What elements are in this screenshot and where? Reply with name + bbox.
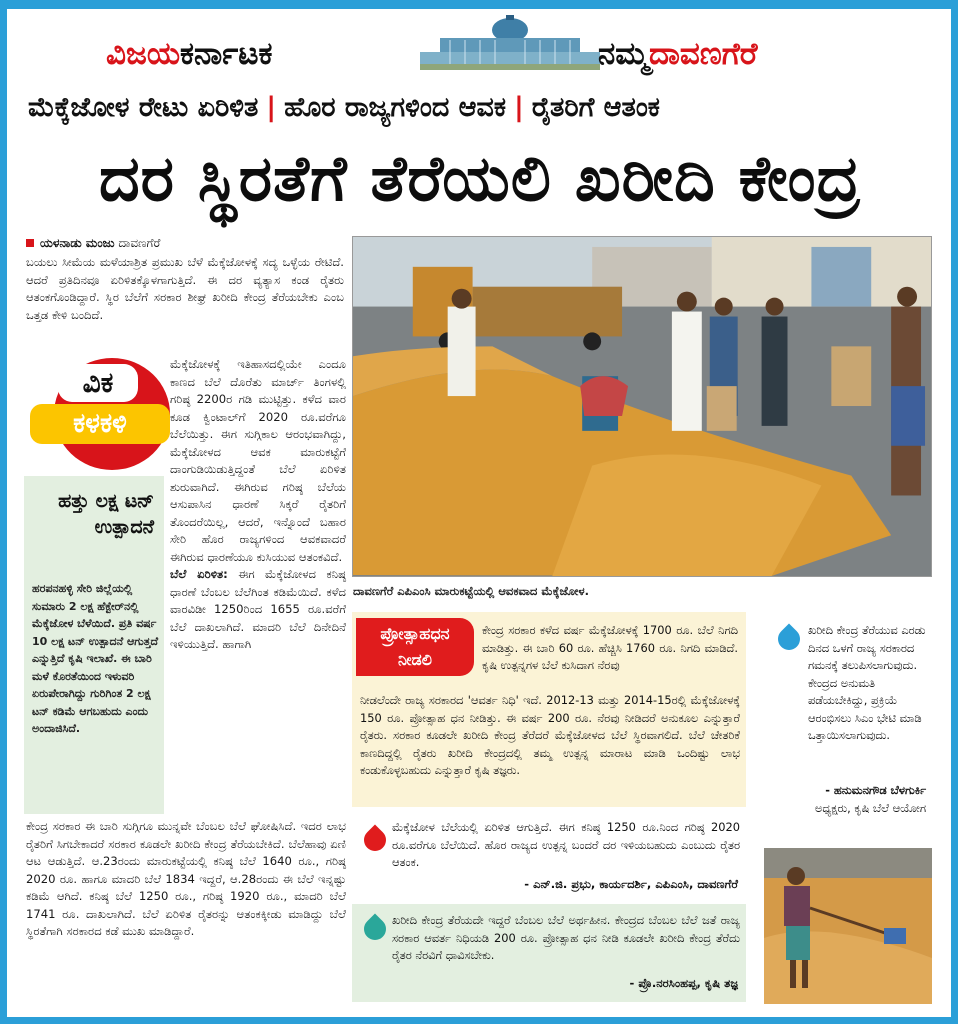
kicker-separator: | (513, 92, 524, 123)
quote-3-text: ಖರೀದಿ ಕೇಂದ್ರ ತೆರೆಯುವ ಎರಡು ದಿನದ ಒಳಗೆ ರಾಜ್ಯ ಸರಕಾರದ ಗಮನಕ್ಕೆ ತಲುಪಿಸಲಾಗುವುದು. ಕೇಂದ್ರದ ಅನುಮತಿ ಪಡೆಯಬೇಕಿದ್ದು, ಪ್ರಕ್ರಿಯೆ ಆರಂಭಿಸಲು ಸಿಎಂ ಭೇಟಿ ಮಾಡಿ ಒತ್ತಾಯಿಸಲಾಗುವುದು. (808, 623, 926, 742)
farmer-photo (764, 848, 932, 1004)
brand-name-black: ಕರ್ನಾಟಕ (180, 36, 273, 72)
fact-box-title: ಹತ್ತು ಲಕ್ಷ ಟನ್ ಉತ್ಪಾದನೆ (58, 490, 154, 538)
quote-box-2 (352, 904, 746, 1002)
quote-drop-icon (359, 824, 390, 855)
bullet-square-icon (26, 239, 34, 247)
article-intro: ಬಯಲು ಸೀಮೆಯ ಮಳೆಯಾಶ್ರಿತ ಪ್ರಮುಖ ಬೆಳೆ ಮೆಕ್ಕೆಜೋಳಕ್ಕೆ ಸದ್ಯ ಒಳ್ಳೆಯ ರೇಟಿದೆ. ಆದರೆ ಪ್ರತಿದಿನವೂ ಏರಿಳಿತಕ್ಕೊಳಗಾಗುತ್ತಿದೆ. ಈ ದರ ವ್ಯತ್ಯಾಸ ಕಂಡ ರೈತರು ಆತಂಕಗೊಂಡಿದ್ದಾರೆ. ಸ್ಥಿರ ಬೆಲೆಗೆ ಸರಕಾರ ಶೀಘ್ರ ಖರೀದಿ ಕೇಂದ್ರ ತೆರೆಯಬೇಕು ಎಂಬ ಒತ್ತಡ ಕೇಳಿ ಬಂದಿದೆ. (26, 255, 344, 322)
badge-line-2: ಕಳಕಳಿ (30, 404, 170, 444)
kicker-part-2: ಹೊರ ರಾಜ್ಯಗಳಿಂದ ಆವಕ (284, 92, 506, 123)
kicker-part-3: ರೈತರಿಗೆ ಆತಂಕ (531, 92, 660, 123)
quote-box-1 (352, 815, 746, 897)
incentive-tag-line-2: ನೀಡಲಿ (398, 650, 432, 669)
quote-3-signer: - ಹನುಮನಗೌಡ ಬೆಳಗುರ್ಕಿ (825, 783, 926, 797)
incentive-text-2: ನೀಡಲೆಂದೇ ರಾಜ್ಯ ಸರಕಾರದ 'ಆವರ್ತ ನಿಧಿ' ಇದೆ. 2012-13 ಮತ್ತು 2014-15ರಲ್ಲಿ ಮೆಕ್ಕೆಜೋಳಕ್ಕೆ 150 ರೂ. ಪ್ರೋತ್ಸಾಹ ಧನ ನೀಡಿತ್ತು. ಈ ವರ್ಷ 200 ರೂ. ನೆರವು ನೀಡಿದರೆ ಅನುಕೂಲ ಎನ್ನುತ್ತಾರೆ ರೈತರು. ಸರಕಾರ ಕೂಡಲೇ ಖರೀದಿ ಕೇಂದ್ರ ತೆರೆದರೆ ಮೆಕ್ಕೆಜೋಳದ ಬೆಲೆ ಸ್ಥಿರವಾಗಲಿದೆ. ಬೆಲೆ ಚೇತರಿಕೆ ಕಾಣದಿದ್ದಲ್ಲಿ ರೈತರು ಖರೀದಿ ಕೇಂದ್ರದಲ್ಲಿ ತಮ್ಮ ಉತ್ಪನ್ನ ಮಾರಾಟ ಮಾಡಿ ಒಂದಿಷ್ಟು ಲಾಭ ಕಂಡುಕೊಳ್ಳಬಹುದು ಎನ್ನುತ್ತಾರೆ ಕೃಷಿ ತಜ್ಞರು. (360, 693, 740, 777)
edition-name-black: ನಮ್ಮ (598, 36, 649, 72)
city-building-illustration (420, 14, 600, 72)
vk-kalakali-badge (24, 358, 174, 470)
quote-2-signature: - ಪ್ರೊ.ನರಸಿಂಹಪ್ಪ, ಕೃಷಿ ತಜ್ಞ (629, 976, 738, 990)
incentive-text: ಕೇಂದ್ರ ಸರಕಾರ ಕಳೆದ ವರ್ಷ ಮೆಕ್ಕೆಜೋಳಕ್ಕೆ 1700 ರೂ. ಬೆಲೆ ನಿಗದಿ ಮಾಡಿತ್ತು. ಈ ಬಾರಿ 60 ರೂ. ಹೆಚ್ಚಿಸಿ 1760 ರೂ. ನಿಗದಿ ಮಾಡಿದೆ. ಕೃಷಿ ಉತ್ಪನ್ನಗಳ ಬೆಲೆ ಕುಸಿದಾಗ ನೆರವು (482, 623, 738, 672)
kicker-line (28, 92, 933, 124)
incentive-box (352, 612, 746, 807)
edition-name-red: ದಾವಣಗೆರೆ (648, 36, 758, 72)
kicker-separator: | (266, 92, 277, 123)
brand-name-red: ವಿಜಯ (106, 36, 181, 72)
article-subhead: ಬೆಲೆ ಏರಿಳಿತ: (170, 567, 228, 581)
quote-3-signature (776, 782, 926, 817)
byline-place: ದಾವಣಗೆರೆ (118, 236, 161, 250)
incentive-tag-line-1: ಪ್ರೋತ್ಸಾಹಧನ (380, 624, 450, 643)
kicker-part-1: ಮೆಕ್ಕೆಜೋಳ ರೇಟು ಏರಿಳಿತ (28, 92, 259, 123)
article-column-text: ಮೆಕ್ಕೆಜೋಳಕ್ಕೆ ಇತಿಹಾಸದಲ್ಲಿಯೇ ಎಂದೂ ಕಾಣದ ಬೆಲೆ ದೊರೆತು ಮಾರ್ಚ್ ತಿಂಗಳಲ್ಲಿ ಗರಿಷ್ಠ 2200ರ ಗಡಿ ಮುಟ್ಟಿತ್ತು. ಕಳೆದ ವಾರ ಕೂಡ ಕ್ವಿಂಟಾಲ್‌ಗೆ 2020 ರೂ.ವರೆಗೂ ಬೆಲೆಯಿತ್ತು. ಈಗ ಸುಗ್ಗಿಕಾಲ ಆರಂಭವಾಗಿದ್ದು, ಮೆಕ್ಕೆಜೋಳದ ಆವಕ ಮಾರುಕಟ್ಟೆಗೆ ದಾಂಗುಡಿಯಿಡುತ್ತಿದ್ದಂತೆ ಬೆಲೆ ಏರಿಳಿತ ಶುರುವಾಗಿದೆ. ಈಗಿರುವ ಗರಿಷ್ಠ ಬೆಲೆಯ ಆಸುಪಾಸಿನ ಧಾರಣೆ ಸಿಕ್ಕರೆ ರೈತರಿಗೆ ತೊಂದರೆಯಿಲ್ಲ, ಆದರೆ, ಇನ್ನೊಂದೆ ಬಹಾರ ಸೇರಿ ಹೊರ ರಾಜ್ಯಗಳಿಂದ ಆವಕವಾದರೆ ಈಗಿರುವ ಧಾರಣೆಯೂ ಕುಸಿಯುವ ಆತಂಕವಿದೆ. (170, 357, 346, 564)
quote-drop-icon (359, 913, 390, 944)
incentive-tag (356, 618, 474, 676)
quote-1-text: ಮೆಕ್ಕೆಜೋಳ ಬೆಲೆಯಲ್ಲಿ ಏರಿಳಿತ ಆಗುತ್ತಿದೆ. ಈಗ ಕನಿಷ್ಠ 1250 ರೂ.ನಿಂದ ಗರಿಷ್ಠ 2020 ರೂ.ವರೆಗೂ ಬೆಲೆಯಿದೆ. ಹೊರ ರಾಜ್ಯದ ಉತ್ಪನ್ನ ಬಂದರೆ ದರ ಇಳಿಯಬಹುದು ಎಂಬುದು ರೈತರ ಆತಂಕ. (392, 820, 740, 869)
fact-box (24, 476, 164, 814)
main-headline: ದರ ಸ್ಥಿರತೆಗೆ ತೆರೆಯಲಿ ಖರೀದಿ ಕೇಂದ್ರ (98, 142, 862, 215)
article-bottom: ಕೇಂದ್ರ ಸರಕಾರ ಈ ಬಾರಿ ಸುಗ್ಗಿಗೂ ಮುನ್ನವೇ ಬೆಂಬಲ ಬೆಲೆ ಘೋಷಿಸಿದೆ. ಇದರ ಲಾಭ ರೈತರಿಗೆ ಸಿಗಬೇಕಾದರೆ ಸರಕಾರ ಕೂಡಲೇ ಖರೀದಿ ಕೇಂದ್ರ ತೆರೆಯಬೇಕಿದೆ. ಬೆಲೆಹಾವು ಏಣಿ ಆಟ ಆಡುತ್ತಿದೆ. ಆ.23ರಂದು ಮಾರುಕಟ್ಟೆಯಲ್ಲಿ ಕನಿಷ್ಠ ಬೆಲೆ 1640 ರೂ., ಗರಿಷ್ಠ 2020 ರೂ. ಹಾಗೂ ಮಾದರಿ ಬೆಲೆ 1834 ಇದ್ದರೆ, ಆ.28ರಂದು ಈ ಬೆಲೆ ಇನ್ನಷ್ಟು ಕಡಿಮೆ ಆಗಿದೆ. ಕನಿಷ್ಠ ಬೆಲೆ 1250 ರೂ., ಗರಿಷ್ಠ 1920 ರೂ., ಮಾದರಿ ಬೆಲೆ 1741 ರೂ. ದಾಖಲಾಗಿದೆ. ಬೆಲೆ ಏರಿಳಿತ ರೈತರನ್ನು ಆತಂಕಕ್ಕೀಡು ಮಾಡಿದ್ದು ಬೆಲೆ ಸ್ಥಿರತೆಗಾಗಿ ಸರಕಾರದ ಕಡೆ ಮುಖ ಮಾಡಿದ್ದಾರೆ. (26, 819, 346, 938)
quote-3-signer-title: ಅಧ್ಯಕ್ಷರು, ಕೃಷಿ ಬೆಲೆ ಆಯೋಗ (814, 800, 926, 815)
badge-line-1: ವಿಕ (58, 364, 138, 402)
article-column (170, 356, 346, 654)
masthead (30, 14, 930, 82)
quote-2-text: ಖರೀದಿ ಕೇಂದ್ರ ತೆರೆಯದೇ ಇದ್ದರೆ ಬೆಂಬಲ ಬೆಲೆ ಅರ್ಥಹೀನ. ಕೇಂದ್ರದ ಬೆಂಬಲ ಬೆಲೆ ಜತೆ ರಾಜ್ಯ ಸರಕಾರ ಆವರ್ತ ನಿಧಿಯಡಿ 200 ರೂ. ಪ್ರೋತ್ಸಾಹ ಧನ ನೀಡಿ ಕೂಡಲೇ ಖರೀದಿ ಕೇಂದ್ರ ತೆರೆದು ರೈತರ ನೆರವಿಗೆ ಧಾವಿಸಬೇಕು. (392, 913, 740, 962)
article-column-text-2: ಈಗ ಮೆಕ್ಕೆಜೋಳದ ಕನಿಷ್ಠ ಧಾರಣೆ ಬೆಂಬಲ ಬೆಲೆಗಿಂತ ಕಡಿಮೆಯಿದೆ. ಕಳೆದ ವಾರವಿಡೀ 1250ರಿಂದ 1655 ರೂ.ವರೆಗೆ ಬೆಲೆ ದಾಖಲಾಗಿದೆ. ಮಾದರಿ ಬೆಲೆ ದಿನೇದಿನೆ ಇಳಿಯುತ್ತಿದೆ. ಹಾಗಾಗಿ (170, 567, 346, 651)
quote-box-3 (764, 612, 932, 842)
edition-name (598, 36, 757, 73)
quote-1-signature: - ಎನ್.ಜಿ. ಪ್ರಭು, ಕಾರ್ಯದರ್ಶಿ, ಎಪಿಎಂಸಿ, ದಾವಣಗೆರೆ (524, 877, 738, 891)
byline (26, 236, 160, 251)
quote-drop-icon (773, 623, 804, 654)
market-photo (352, 236, 932, 577)
byline-author: ಯಳನಾಡು ಮಂಜು (40, 236, 115, 250)
fact-box-text: ಹರಪನಹಳ್ಳಿ ಸೇರಿ ಜಿಲ್ಲೆಯಲ್ಲಿ ಸುಮಾರು 2 ಲಕ್ಷ ಹೆಕ್ಟೇರ್‌ನಲ್ಲಿ ಮೆಕ್ಕೆಜೋಳ ಬೆಳೆಯಿದೆ. ಪ್ರತಿ ವರ್ಷ 10 ಲಕ್ಷ ಟನ್ ಉತ್ಪಾದನೆ ಆಗುತ್ತದೆ ಎನ್ನುತ್ತಿದೆ ಕೃಷಿ ಇಲಾಖೆ. ಈ ಬಾರಿ ಮಳೆ ಕೊರತೆಯಿಂದ ಇಳುವರಿ ಏರುಪೇರಾಗಿದ್ದು ಗುರಿಗಿಂತ 2 ಲಕ್ಷ ಟನ್ ಕಡಿಮೆ ಆಗಬಹುದು ಎಂದು ಅಂದಾಜಿಸಿದೆ. (32, 582, 159, 735)
photo-caption: ದಾವಣಗೆರೆ ಎಪಿಎಂಸಿ ಮಾರುಕಟ್ಟೆಯಲ್ಲಿ ಆವಕವಾದ ಮೆಕ್ಕೆಜೋಳ. (353, 584, 589, 598)
brand-logo (106, 36, 272, 73)
